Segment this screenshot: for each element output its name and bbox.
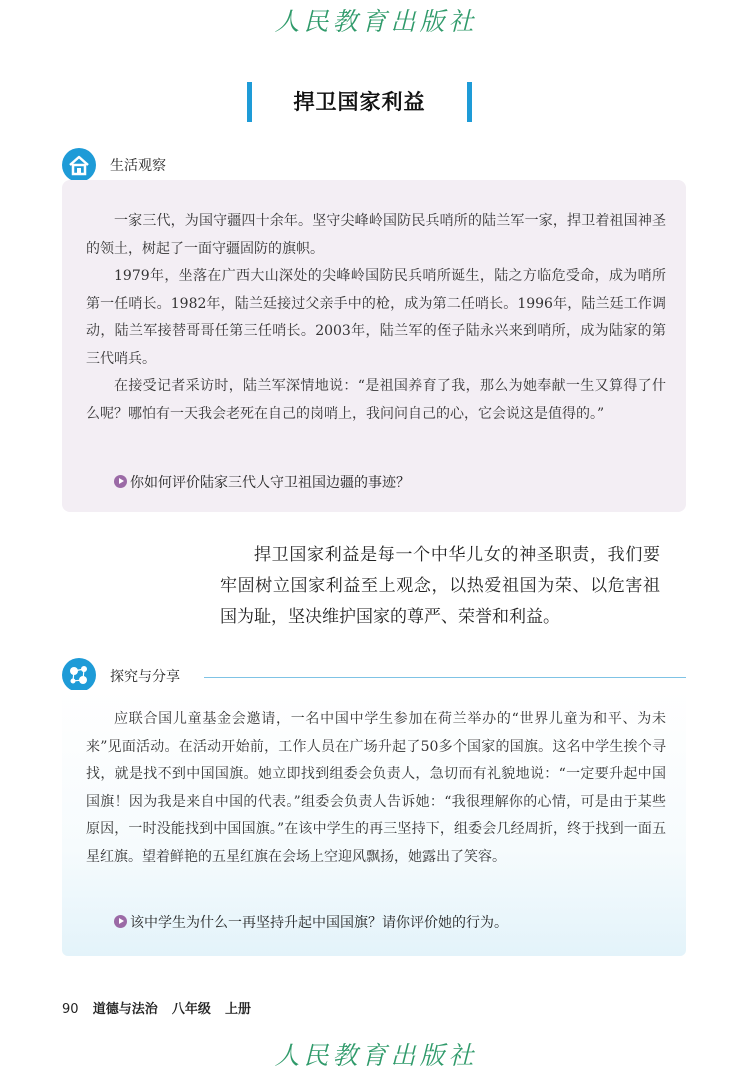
observation-paragraph: 在接受记者采访时，陆兰军深情地说：“是祖国养育了我，那么为她奉献一生又算得了什么呢？哪怕有一天我会老死在自己的岗哨上，我问问自己的心，它会说这是值得的。”	[86, 378, 666, 422]
section-label-observation: 生活观察	[110, 158, 166, 174]
explore-question	[114, 912, 508, 932]
page-number: 90	[62, 1002, 79, 1017]
publisher-logo-top: 人民教育出版社	[274, 7, 478, 36]
page-title: 捍卫国家利益	[293, 90, 426, 114]
title-bar-right	[467, 82, 472, 122]
title-banner	[0, 82, 752, 122]
main-text: 捍卫国家利益是每一个中华儿女的神圣职责，我们要牢固树立国家利益至上观念，以热爱祖国为荣、以危害祖国为耻，坚决维护国家的尊严、荣誉和利益。	[220, 545, 660, 627]
play-icon	[114, 915, 127, 928]
observation-paragraph: 一家三代，为国守疆四十余年。坚守尖峰岭国防民兵哨所的陆兰军一家，捍卫着祖国神圣的领土，树起了一面守疆固防的旗帜。	[86, 213, 666, 257]
observation-paragraph: 1979年，坐落在广西大山深处的尖峰岭国防民兵哨所诞生，陆之方临危受命，成为哨所第一任哨长。1982年，陆兰廷接过父亲手中的枪，成为第二任哨长。1996年，陆兰廷工作调动，陆兰军接替哥哥任第三任哨长。2003年，陆兰军的侄子陆永兴来到哨所，成为陆家的第三代哨兵。	[86, 268, 666, 367]
explore-question-text: 该中学生为什么一再坚持升起中国国旗？请你评价她的行为。	[130, 915, 508, 931]
observation-question-text: 你如何评价陆家三代人守卫祖国边疆的事迹？	[130, 475, 410, 491]
section-rule	[204, 677, 686, 678]
book-title: 道德与法治	[92, 1002, 158, 1017]
house-icon	[62, 148, 96, 182]
section-label-explore: 探究与分享	[110, 669, 180, 685]
publisher-logo-bottom: 人民教育出版社	[274, 1041, 478, 1070]
page-footer	[62, 998, 261, 1017]
molecule-icon	[62, 658, 96, 692]
play-icon	[114, 475, 127, 488]
grade: 八年级	[171, 1002, 211, 1017]
volume: 上册	[225, 1002, 252, 1017]
observation-question	[114, 472, 410, 492]
explore-paragraph: 应联合国儿童基金会邀请，一名中国中学生参加在荷兰举办的“世界儿童为和平、为未来”见面活动。在活动开始前，工作人员在广场升起了50多个国家的国旗。这名中学生挨个寻找，就是找不到中国国旗。她立即找到组委会负责人，急切而有礼貌地说：“一定要升起中国国旗！因为我是来自中国的代表。”组委会负责人告诉她：“我很理解你的心情，可是由于某些原因，一时没能找到中国国旗。”在该中学生的再三坚持下，组委会几经周折，终于找到一面五星红旗。望着鲜艳的五星红旗在会场上空迎风飘扬，她露出了笑容。	[86, 711, 666, 865]
